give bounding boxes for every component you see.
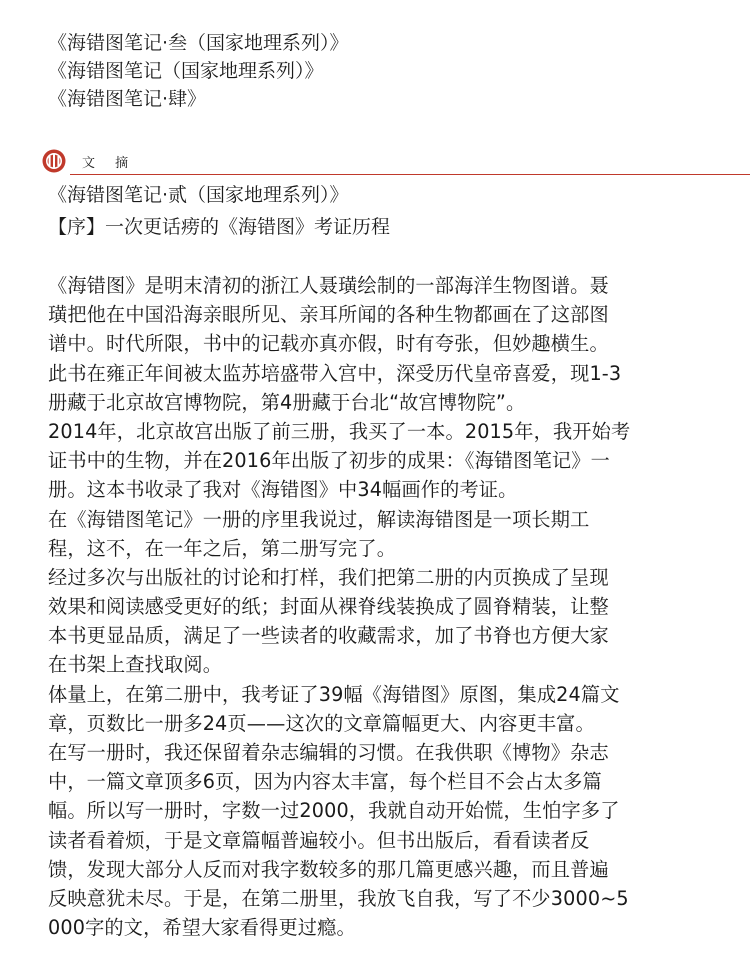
body-text-line: 经过多次与出版社的讨论和打样，我们把第二册的内页换成了呈现 xyxy=(48,565,609,589)
body-text-line: 册藏于北京故宫博物院，第4册藏于台北“故宫博物院”。 xyxy=(48,390,526,414)
body-text-line: 2014年，北京故宫出版了前三册，我买了一本。2015年，我开始考 xyxy=(48,419,631,443)
digest-label: 文 摘 xyxy=(82,156,137,171)
body-text-line: 此书在雍正年间被太监苏培盛带入宫中，深受历代皇帝喜爱，现1-3 xyxy=(48,361,622,385)
body-text-line: 幅。所以写一册时，字数一过2000，我就自动开始慌，生怕字多了 xyxy=(48,799,620,823)
related-book-link[interactable]: 《海错图笔记·肆》 xyxy=(48,88,207,110)
body-text-line: 璜把他在中国沿海亲眼所见、亲耳所闻的各种生物都画在了这部图 xyxy=(48,303,609,327)
body-text-line: 章，页数比一册多24页——这次的文章篇幅更大、内容更丰富。 xyxy=(48,711,595,735)
body-text-line: 程，这不，在一年之后，第二册写完了。 xyxy=(48,536,397,560)
body-text-line: 在书架上查找取阅。 xyxy=(48,653,223,677)
body-text-line: 效果和阅读感受更好的纸；封面从裸脊线装换成了圆脊精装，让整 xyxy=(48,595,609,619)
body-text-line: 读者看着烦，于是文章篇幅普遍较小。但书出版后，看看读者反 xyxy=(48,828,590,852)
body-text-line: 馈，发现大部分人反而对我字数较多的那几篇更感兴趣，而且普遍 xyxy=(48,857,609,881)
chapter-title: 【序】一次更话痨的《海错图》考证历程 xyxy=(48,216,391,238)
body-text-line: 000字的文，希望大家看得更过瘾。 xyxy=(48,916,356,940)
body-text-line: 中，一篇文章顶多6页，因为内容太丰富，每个栏目不会占太多篇 xyxy=(48,770,602,794)
article-body xyxy=(48,271,750,942)
body-text-line: 《海错图》是明末清初的浙江人聂璜绘制的一部海洋生物图谱。聂 xyxy=(48,274,609,297)
digest-section-header xyxy=(42,147,750,177)
body-text-line: 在《海错图笔记》一册的序里我说过，解读海错图是一项长期工 xyxy=(48,507,590,531)
body-text-line: 反映意犹未尽。于是，在第二册里，我放飞自我，写了不少3000~5 xyxy=(48,886,629,910)
body-text-line: 体量上，在第二册中，我考证了39幅《海错图》原图，集成24篇文 xyxy=(48,682,620,706)
ifeng-logo-icon xyxy=(42,149,66,173)
section-divider xyxy=(70,174,750,175)
body-text-line: 册。这本书收录了我对《海错图》中34幅画作的考证。 xyxy=(48,478,518,502)
body-text-line: 谱中。时代所限，书中的记载亦真亦假，时有夸张，但妙趣横生。 xyxy=(48,332,609,356)
body-text-line: 证书中的生物，并在2016年出版了初步的成果：《海错图笔记》一 xyxy=(48,449,610,473)
related-books-list xyxy=(48,29,349,113)
body-text-line: 本书更显品质，满足了一些读者的收藏需求，加了书脊也方便大家 xyxy=(48,624,609,648)
book-title: 《海错图笔记·贰（国家地理系列）》 xyxy=(48,184,349,206)
body-text-line: 在写一册时，我还保留着杂志编辑的习惯。在我供职《博物》杂志 xyxy=(48,741,609,764)
related-book-link[interactable]: 《海错图笔记（国家地理系列）》 xyxy=(48,60,324,82)
related-book-link[interactable]: 《海错图笔记·叁（国家地理系列）》 xyxy=(48,32,349,54)
